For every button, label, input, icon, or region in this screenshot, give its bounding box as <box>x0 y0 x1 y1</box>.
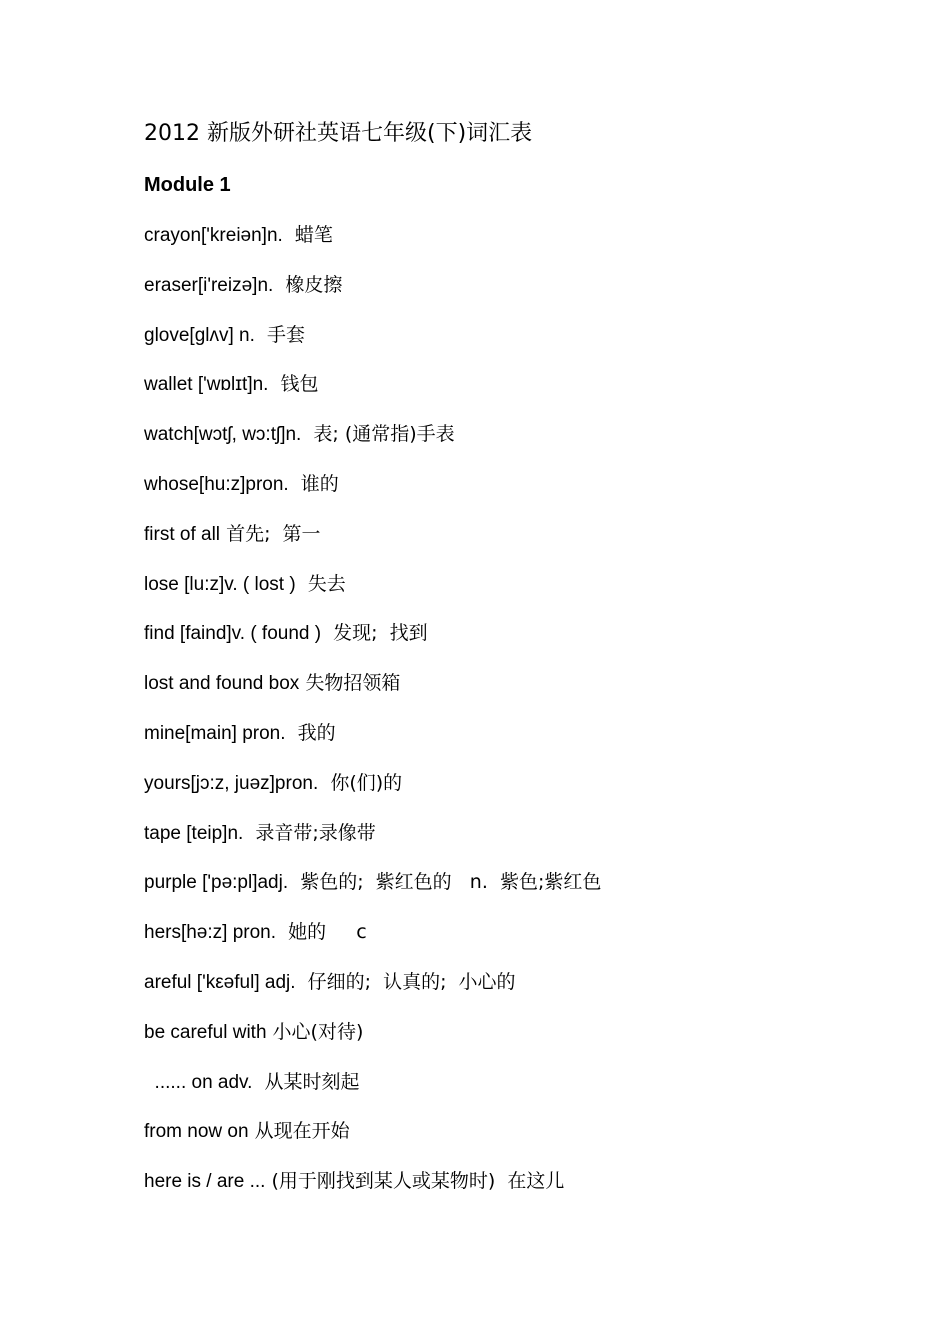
entry-chinese: 从现在开始 <box>248 1120 350 1143</box>
vocabulary-entry <box>144 1067 601 1117</box>
entry-english: wallet ['wɒlɪt]n. <box>144 374 269 396</box>
document-title <box>144 119 532 149</box>
entry-english: whose[hu:z]pron. <box>144 473 289 495</box>
entry-english: from now on <box>144 1121 249 1143</box>
vocabulary-entry <box>144 569 601 619</box>
title-text: 2012 新版外研社英语七年级(下)词汇表 <box>144 121 533 146</box>
entry-english: ...... on adv. <box>144 1071 253 1093</box>
entry-chinese: 失去 <box>295 572 346 595</box>
entry-chinese: 仔细的; 认真的; 小心的 <box>295 970 516 993</box>
entry-english: lose [lu:z]v. ( lost ) <box>144 573 296 595</box>
vocabulary-entry <box>144 718 601 768</box>
entry-english: yours[jɔ:z, juəz]pron. <box>144 772 319 794</box>
vocabulary-entry <box>144 419 601 469</box>
vocabulary-entry <box>144 519 601 569</box>
entry-chinese: 她的 c <box>276 921 367 944</box>
entry-english: tape [teip]n. <box>144 822 244 844</box>
entry-chinese: 失物招领箱 <box>299 672 401 695</box>
entry-chinese: 我的 <box>285 721 336 744</box>
entry-chinese: 谁的 <box>288 472 339 495</box>
entry-english: be careful with <box>144 1021 267 1043</box>
vocabulary-entry <box>144 369 601 419</box>
vocabulary-entry <box>144 917 601 967</box>
entry-chinese: 从某时刻起 <box>252 1070 360 1093</box>
entry-english: purple ['pə:pl]adj. <box>144 872 289 894</box>
entry-english: first of all <box>144 523 221 545</box>
entry-english: find [faind]v. ( found ) <box>144 623 322 645</box>
vocabulary-entry <box>144 668 601 718</box>
entry-chinese: 录音带;录像带 <box>243 821 376 844</box>
entry-english: hers[hə:z] pron. <box>144 922 277 944</box>
entry-chinese: 钱包 <box>268 373 319 396</box>
entry-chinese: 首先; 第一 <box>220 522 321 545</box>
entry-chinese: 蜡笔 <box>282 224 333 246</box>
vocabulary-entry <box>144 1116 601 1166</box>
entry-chinese: (用于刚找到某人或某物时) 在这儿 <box>265 1170 565 1193</box>
module-heading: Module 1 <box>144 174 231 196</box>
entry-english: eraser[i'reizə]n. <box>144 274 274 296</box>
entry-english: glove[ɡlʌv] n. <box>144 324 255 346</box>
vocabulary-entry <box>144 320 601 370</box>
vocabulary-entry <box>144 967 601 1017</box>
entry-english: lost and found box <box>144 673 300 695</box>
vocabulary-list <box>144 220 601 1216</box>
vocabulary-entry <box>144 220 601 270</box>
vocabulary-entry <box>144 867 601 917</box>
vocabulary-entry <box>144 469 601 519</box>
vocabulary-entry <box>144 270 601 320</box>
entry-chinese: 小心(对待) <box>266 1020 364 1043</box>
entry-english: watch[wɔtʃ, wɔ:tʃ]n. <box>144 424 302 446</box>
entry-english: areful ['kεəful] adj. <box>144 971 296 993</box>
vocabulary-entry <box>144 1166 601 1216</box>
entry-chinese: 表; (通常指)手表 <box>301 423 455 446</box>
vocabulary-entry <box>144 618 601 668</box>
vocabulary-entry <box>144 1017 601 1067</box>
entry-chinese: 发现; 找到 <box>321 622 428 645</box>
entry-chinese: 手套 <box>254 323 305 346</box>
entry-english: mine[main] pron. <box>144 722 286 744</box>
vocabulary-entry <box>144 818 601 868</box>
entry-english: crayon['kreiən]n. <box>144 225 283 246</box>
entry-english: here is / are ... <box>144 1171 266 1193</box>
entry-chinese: 紫色的; 紫红色的 n. 紫色;紫红色 <box>288 871 602 894</box>
vocabulary-entry <box>144 768 601 818</box>
entry-chinese: 你(们)的 <box>318 771 403 794</box>
entry-chinese: 橡皮擦 <box>273 273 343 296</box>
